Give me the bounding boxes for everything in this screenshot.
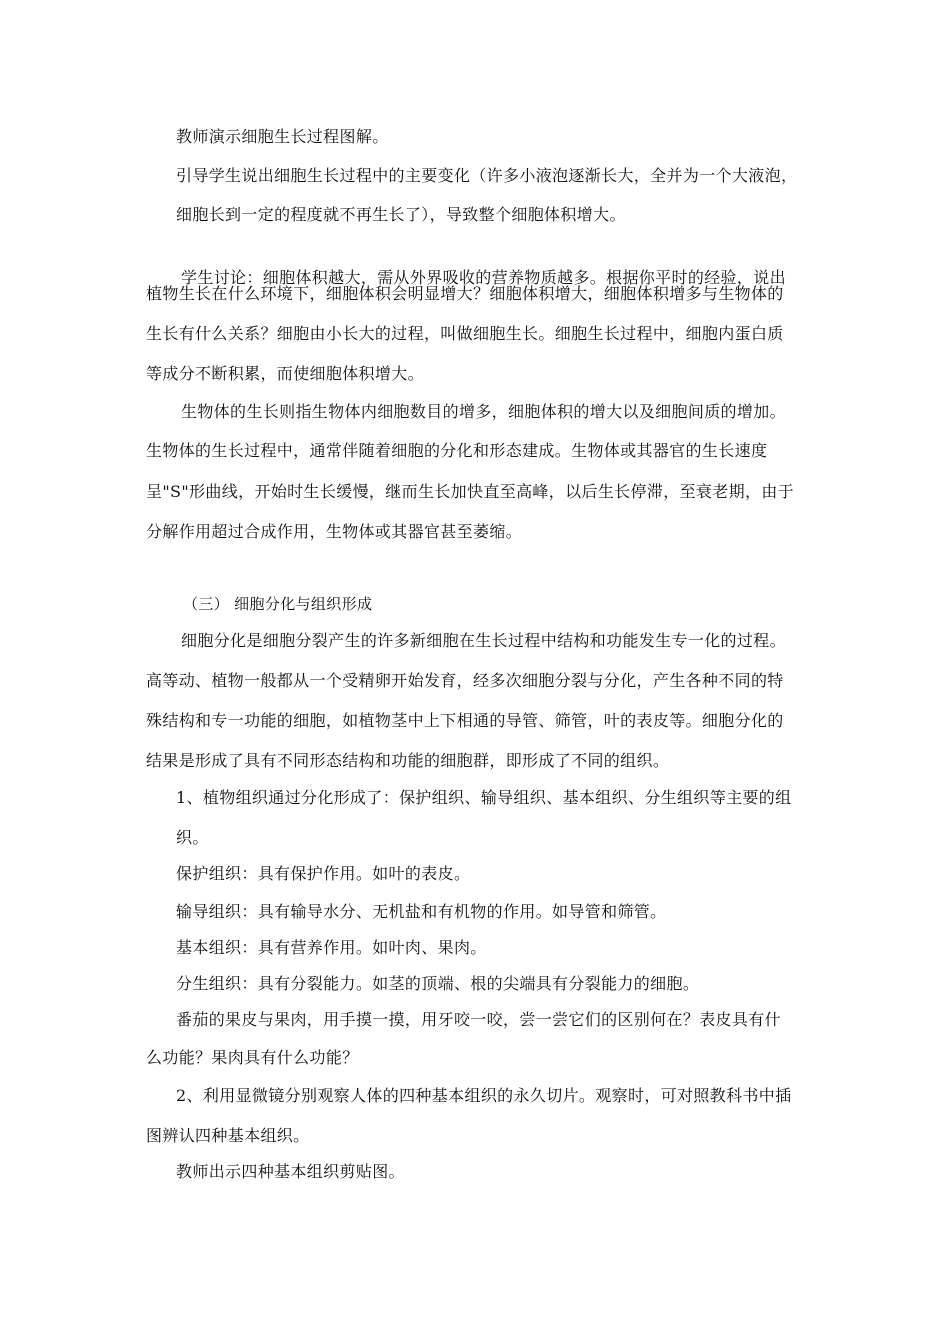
paragraph-line: 植物生长在什么环境下，细胞体积会明显增大？细胞体积增大，细胞体积增多与生物体的 bbox=[146, 284, 784, 303]
paragraph-line: 保护组织：具有保护作用。如叶的表皮。 bbox=[176, 864, 471, 883]
paragraph-line: 2、利用显微镜分别观察人体的四种基本组织的永久切片。观察时，可对照教科书中插 bbox=[176, 1086, 792, 1105]
paragraph-line: 番茄的果皮与果肉，用手摸一摸，用牙咬一咬，尝一尝它们的区别何在？表皮具有什 bbox=[176, 1010, 781, 1029]
paragraph-line: 生长有什么关系？细胞由小长大的过程，叫做细胞生长。细胞生长过程中，细胞内蛋白质 bbox=[146, 324, 784, 343]
paragraph-line: 分生组织：具有分裂能力。如茎的顶端、根的尖端具有分裂能力的细胞。 bbox=[176, 974, 700, 993]
paragraph-line: 图辨认四种基本组织。 bbox=[146, 1126, 310, 1145]
paragraph-line: 细胞分化是细胞分裂产生的许多新细胞在生长过程中结构和功能发生专一化的过程。 bbox=[181, 631, 786, 650]
paragraph-line: 高等动、植物一般都从一个受精卵开始发育，经多次细胞分裂与分化，产生各种不同的特 bbox=[146, 671, 784, 690]
paragraph-line: 输导组织：具有输导水分、无机盐和有机物的作用。如导管和筛管。 bbox=[176, 902, 667, 921]
paragraph-line: 生物体的生长过程中，通常伴随着细胞的分化和形态建成。生物体或其器官的生长速度 bbox=[146, 441, 768, 460]
paragraph-line: 殊结构和专一功能的细胞，如植物茎中上下相通的导管、筛管，叶的表皮等。细胞分化的 bbox=[146, 711, 784, 730]
paragraph-line: 学生讨论：细胞体积越大，需从外界吸收的营养物质越多。根据你平时的经验，说出 bbox=[181, 268, 786, 287]
paragraph-line: 么功能？果肉具有什么功能？ bbox=[146, 1048, 359, 1067]
paragraph-line: 细胞长到一定的程度就不再生长了），导致整个细胞体积增大。 bbox=[176, 205, 626, 224]
paragraph-line: 1、植物组织通过分化形成了：保护组织、输导组织、基本组织、分生组织等主要的组 bbox=[176, 788, 792, 807]
paragraph-line: 教师演示细胞生长过程图解。 bbox=[176, 127, 389, 146]
paragraph-line: 引导学生说出细胞生长过程中的主要变化（许多小液泡逐渐长大，全并为一个大液泡， bbox=[176, 166, 798, 185]
paragraph-line: 等成分不断积累，而使细胞体积增大。 bbox=[146, 364, 424, 383]
paragraph-line: 教师出示四种基本组织剪贴图。 bbox=[176, 1162, 405, 1181]
section-heading: （三） 细胞分化与组织形成 bbox=[183, 595, 373, 613]
paragraph-line: 基本组织：具有营养作用。如叶肉、果肉。 bbox=[176, 938, 487, 957]
paragraph-line: 分解作用超过合成作用，生物体或其器官甚至萎缩。 bbox=[146, 522, 523, 541]
paragraph-line: 呈"S"形曲线，开始时生长缓慢，继而生长加快直至高峰，以后生长停滞，至衰老期，由于 bbox=[146, 482, 795, 501]
paragraph-line: 结果是形成了具有不同形态结构和功能的细胞群，即形成了不同的组织。 bbox=[146, 751, 670, 770]
paragraph-line: 生物体的生长则指生物体内细胞数目的增多，细胞体积的增大以及细胞间质的增加。 bbox=[181, 402, 786, 421]
paragraph-line: 织。 bbox=[176, 828, 209, 847]
